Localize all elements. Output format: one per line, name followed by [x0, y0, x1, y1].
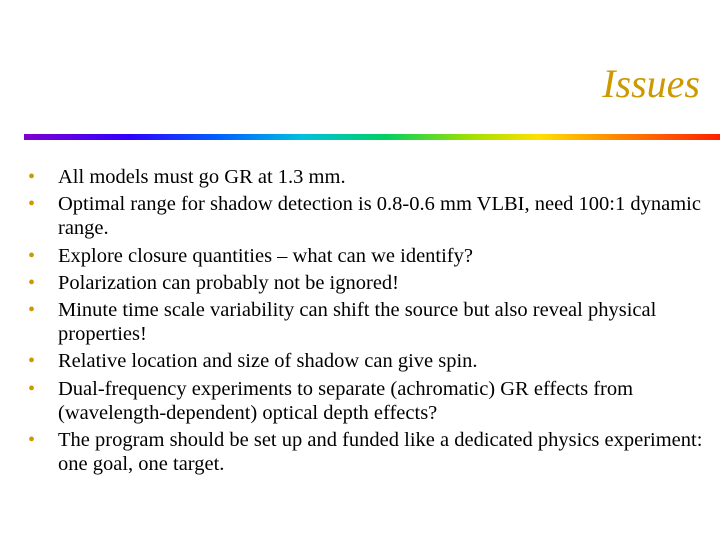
bullet-icon: •	[28, 377, 36, 400]
bullet-list	[28, 165, 708, 479]
bullet-text: Polarization can probably not be ignored!	[58, 271, 399, 294]
bullet-item	[28, 192, 708, 240]
bullet-item	[28, 377, 708, 425]
bullet-icon: •	[28, 244, 36, 267]
bullet-text: All models must go GR at 1.3 mm.	[58, 166, 346, 188]
bullet-item	[28, 298, 708, 346]
bullet-item	[28, 165, 708, 189]
bullet-item	[28, 428, 708, 476]
bullet-icon: •	[28, 299, 36, 322]
bullet-item	[28, 349, 708, 373]
bullet-item	[28, 271, 708, 295]
bullet-text: Dual-frequency experiments to separate (achromatic) GR effects from (wavelength-dependent) optical depth effects?	[58, 377, 634, 424]
bullet-text: Optimal range for shadow detection is 0.8-0.6 mm VLBI, need 100:1 dynamic range.	[58, 193, 701, 240]
bullet-text: Relative location and size of shadow can give spin.	[58, 350, 478, 373]
bullet-item	[28, 244, 708, 268]
slide-title: Issues	[602, 61, 700, 106]
bullet-icon: •	[28, 166, 36, 188]
bullet-icon: •	[28, 271, 36, 294]
bullet-text: The program should be set up and funded like a dedicated physics experiment: one goal, one target.	[58, 429, 703, 476]
title-divider	[24, 134, 720, 140]
bullet-icon: •	[28, 193, 36, 216]
bullet-text: Minute time scale variability can shift the source but also reveal physical properties!	[58, 299, 657, 346]
bullet-icon: •	[28, 429, 36, 452]
bullet-icon: •	[28, 350, 36, 373]
bullet-text: Explore closure quantities – what can we identify?	[58, 244, 473, 267]
